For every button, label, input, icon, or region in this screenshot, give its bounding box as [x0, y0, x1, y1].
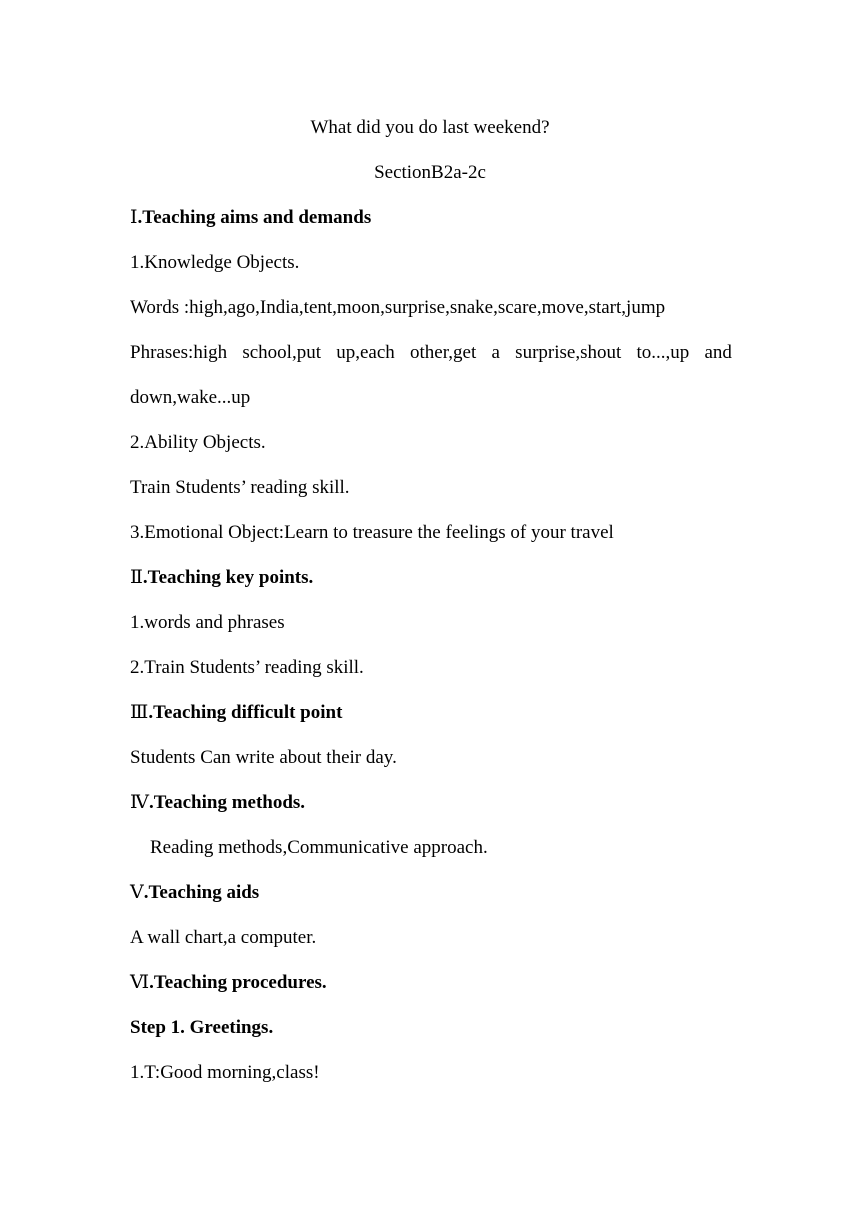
- section-6-heading: [130, 971, 732, 995]
- step-1-heading: Step 1. Greetings.: [130, 1017, 274, 1038]
- step-1-item-1: 1.T:Good morning,class!: [130, 1062, 320, 1083]
- document-subtitle: SectionB2a-2c: [374, 162, 486, 183]
- section-2-numeral: Ⅱ: [130, 567, 143, 588]
- section-1-heading: [130, 206, 732, 230]
- section-4-heading-text: .Teaching methods.: [148, 792, 306, 813]
- section-5-heading: [130, 881, 732, 905]
- section-6-heading-text: .Teaching procedures.: [149, 972, 327, 993]
- ability-objects-text: Train Students’ reading skill.: [130, 477, 350, 498]
- phrases-part: school,put: [242, 342, 321, 363]
- emotional-object: 3.Emotional Object:Learn to treasure the feelings of your travel: [130, 522, 614, 543]
- phrases-part: and: [704, 342, 732, 363]
- key-point-2: 2.Train Students’ reading skill.: [130, 657, 364, 678]
- section-3-heading: [130, 701, 732, 725]
- document-title: What did you do last weekend?: [310, 117, 550, 138]
- phrases-part: Phrases:high: [130, 342, 228, 363]
- aids-text: A wall chart,a computer.: [130, 927, 317, 948]
- knowledge-objects-label: 1.Knowledge Objects.: [130, 252, 300, 273]
- methods-text: Reading methods,Communicative approach.: [150, 837, 488, 858]
- section-1-numeral: Ⅰ: [130, 207, 138, 228]
- section-6-numeral: Ⅵ: [130, 972, 150, 993]
- ability-objects-label: 2.Ability Objects.: [130, 432, 266, 453]
- section-2-heading: [130, 566, 732, 590]
- section-1-heading-text: .Teaching aims and demands: [137, 207, 372, 228]
- phrases-part: other,get: [410, 342, 477, 363]
- difficult-point-text: Students Can write about their day.: [130, 747, 397, 768]
- phrases-part: to...,up: [636, 342, 690, 363]
- section-3-heading-text: .Teaching difficult point: [148, 702, 343, 723]
- key-point-1: 1.words and phrases: [130, 612, 285, 633]
- phrases-part: up,each: [336, 342, 395, 363]
- words-line: Words :high,ago,India,tent,moon,surprise,snake,scare,move,start,jump: [130, 297, 666, 318]
- section-5-heading-text: .Teaching aids: [143, 882, 260, 903]
- section-4-heading: [130, 791, 732, 815]
- phrases-line: [130, 341, 732, 365]
- section-2-heading-text: .Teaching key points.: [142, 567, 314, 588]
- section-5-numeral: Ⅴ: [130, 882, 144, 903]
- section-4-numeral: Ⅳ: [130, 792, 149, 813]
- section-3-numeral: Ⅲ: [130, 702, 149, 723]
- phrases-continuation: down,wake...up: [130, 387, 251, 408]
- phrases-part: a: [491, 342, 500, 363]
- phrases-part: surprise,shout: [515, 342, 622, 363]
